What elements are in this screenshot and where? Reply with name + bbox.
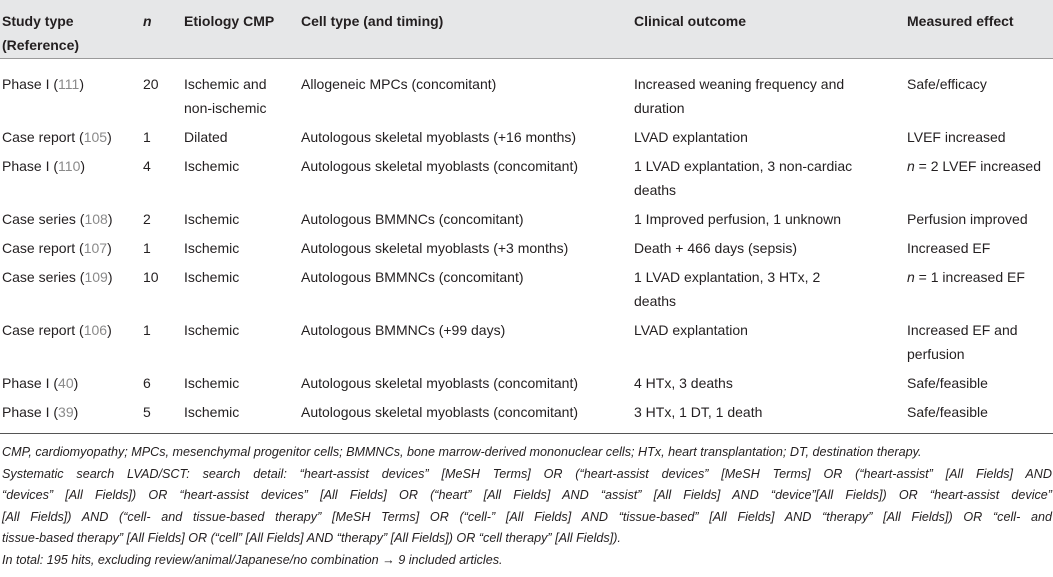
- header-study-type: Study type (Reference): [2, 13, 80, 53]
- cell-measured-effect: Increased EF: [907, 240, 991, 256]
- table-bottom-rule: [0, 433, 1053, 434]
- cell-clinical-outcome: LVAD explantation: [634, 322, 748, 338]
- cell-clinical-outcome: LVAD explantation: [634, 129, 748, 145]
- cell-cell-type: Autologous skeletal myoblasts (concomitant): [301, 404, 579, 420]
- cell-cell-type: Autologous skeletal myoblasts (+3 months): [301, 240, 569, 256]
- cell-clinical-outcome: 4 HTx, 3 deaths: [634, 375, 733, 391]
- cell-etiology: Ischemic: [184, 211, 240, 227]
- cell-etiology: Dilated: [184, 129, 228, 145]
- reference-number: 105: [83, 129, 108, 145]
- cell-study-type: Phase I (40): [2, 375, 79, 391]
- cell-etiology: Ischemic: [184, 404, 240, 420]
- cell-cell-type: Autologous BMMNCs (concomitant): [301, 269, 524, 285]
- cell-cell-type: Autologous skeletal myoblasts (concomitant): [301, 158, 579, 174]
- footnote-search-line: Systematic search LVAD/SCT: search detail: “heart-assist devices” [MeSH Terms] OR (“heart-assist devices” [MeSH Terms] OR (“heart-assist” [All Fields] AND: [2, 466, 1052, 481]
- cell-clinical-outcome: 1 LVAD explantation, 3 non-cardiac deaths: [634, 158, 853, 198]
- reference-number: 108: [84, 211, 108, 227]
- cell-etiology: Ischemic: [184, 158, 240, 174]
- cell-measured-effect: Perfusion improved: [907, 211, 1028, 227]
- header-etiology: Etiology CMP: [184, 13, 275, 29]
- footnote-total: In total: 195 hits, excluding review/animal/Japanese/no combination → 9 included articles.: [2, 552, 503, 567]
- cell-n: 5: [143, 404, 151, 420]
- cell-cell-type: Autologous skeletal myoblasts (+16 months): [301, 129, 577, 145]
- cell-clinical-outcome: 1 LVAD explantation, 3 HTx, 2 deaths: [634, 269, 821, 309]
- cell-etiology: Ischemic: [184, 375, 240, 391]
- cell-measured-effect: Safe/efficacy: [907, 76, 987, 92]
- cell-study-type: Phase I (111): [2, 76, 84, 92]
- footnote-search-line: “devices” [All Fields]) OR “heart-assist devices” [All Fields] OR (“heart” [All Fields] AND “assist” [All Fields] AND “device”[All Fields]) OR “heart-assist device”: [2, 488, 1052, 502]
- cell-study-type: Phase I (39): [2, 404, 79, 420]
- cell-study-type: Case series (109): [2, 269, 113, 285]
- table-header: [0, 0, 1053, 59]
- reference-number: 111: [58, 76, 80, 92]
- footnote-abbreviations: CMP, cardiomyopathy; MPCs, mesenchymal progenitor cells; BMMNCs, bone marrow-derived mononuclear cells; HTx, heart transplantation; DT, destination therapy.: [2, 445, 922, 459]
- header-cell-type: Cell type (and timing): [301, 13, 444, 29]
- header-clinical-outcome: Clinical outcome: [634, 13, 747, 29]
- reference-number: 39: [58, 404, 74, 420]
- cell-clinical-outcome: 3 HTx, 1 DT, 1 death: [634, 404, 763, 420]
- cell-n: 1: [143, 129, 151, 145]
- cell-n: 10: [143, 269, 159, 285]
- cell-etiology: Ischemic and non-ischemic: [184, 76, 267, 116]
- cell-clinical-outcome: Increased weaning frequency and duration: [634, 76, 845, 116]
- cell-n: 6: [143, 375, 151, 391]
- cell-n: 4: [143, 158, 151, 174]
- header-n: n: [143, 13, 152, 29]
- cell-study-type: Case report (105): [2, 129, 112, 145]
- cell-cell-type: Autologous skeletal myoblasts (concomitant): [301, 375, 579, 391]
- cell-measured-effect: Increased EF and perfusion: [907, 322, 1018, 362]
- reference-number: 40: [58, 375, 74, 391]
- cell-clinical-outcome: Death + 466 days (sepsis): [634, 240, 798, 256]
- cell-clinical-outcome: 1 Improved perfusion, 1 unknown: [634, 211, 842, 227]
- cell-measured-effect: LVEF increased: [907, 129, 1006, 145]
- cell-study-type: Case report (106): [2, 322, 112, 338]
- cell-cell-type: Autologous BMMNCs (+99 days): [301, 322, 506, 338]
- footnote-search-line: [All Fields]) AND (“cell- and tissue-based therapy” [MeSH Terms] OR (“cell-” [All Fields] AND “tissue-based” [All Fields] AND “therapy” [All Fields]) OR “cell- and: [2, 509, 1052, 524]
- cell-measured-effect: n = 2 LVEF increased: [907, 158, 1041, 174]
- cell-n: 2: [143, 211, 151, 227]
- cell-cell-type: Autologous BMMNCs (concomitant): [301, 211, 524, 227]
- cell-etiology: Ischemic: [184, 240, 240, 256]
- cell-study-type: Case series (108): [2, 211, 113, 227]
- cell-measured-effect: n = 1 increased EF: [907, 269, 1025, 285]
- cell-cell-type: Allogeneic MPCs (concomitant): [301, 76, 497, 92]
- cell-study-type: Phase I (110): [2, 158, 86, 174]
- reference-number: 109: [84, 269, 108, 285]
- cell-etiology: Ischemic: [184, 322, 240, 338]
- cell-n: 1: [143, 322, 151, 338]
- reference-number: 110: [58, 158, 81, 174]
- footnote-search-line: tissue-based therapy” [All Fields] OR (“cell” [All Fields] AND “therapy” [All Fields]) OR “cell therapy” [All Fields]).: [2, 531, 621, 545]
- reference-number: 107: [83, 240, 108, 256]
- cell-study-type: Case report (107): [2, 240, 112, 256]
- cell-measured-effect: Safe/feasible: [907, 404, 988, 420]
- cell-etiology: Ischemic: [184, 269, 240, 285]
- cell-n: 20: [143, 76, 159, 92]
- header-measured-effect: Measured effect: [907, 13, 1014, 29]
- cell-n: 1: [143, 240, 151, 256]
- reference-number: 106: [83, 322, 108, 338]
- cell-measured-effect: Safe/feasible: [907, 375, 988, 391]
